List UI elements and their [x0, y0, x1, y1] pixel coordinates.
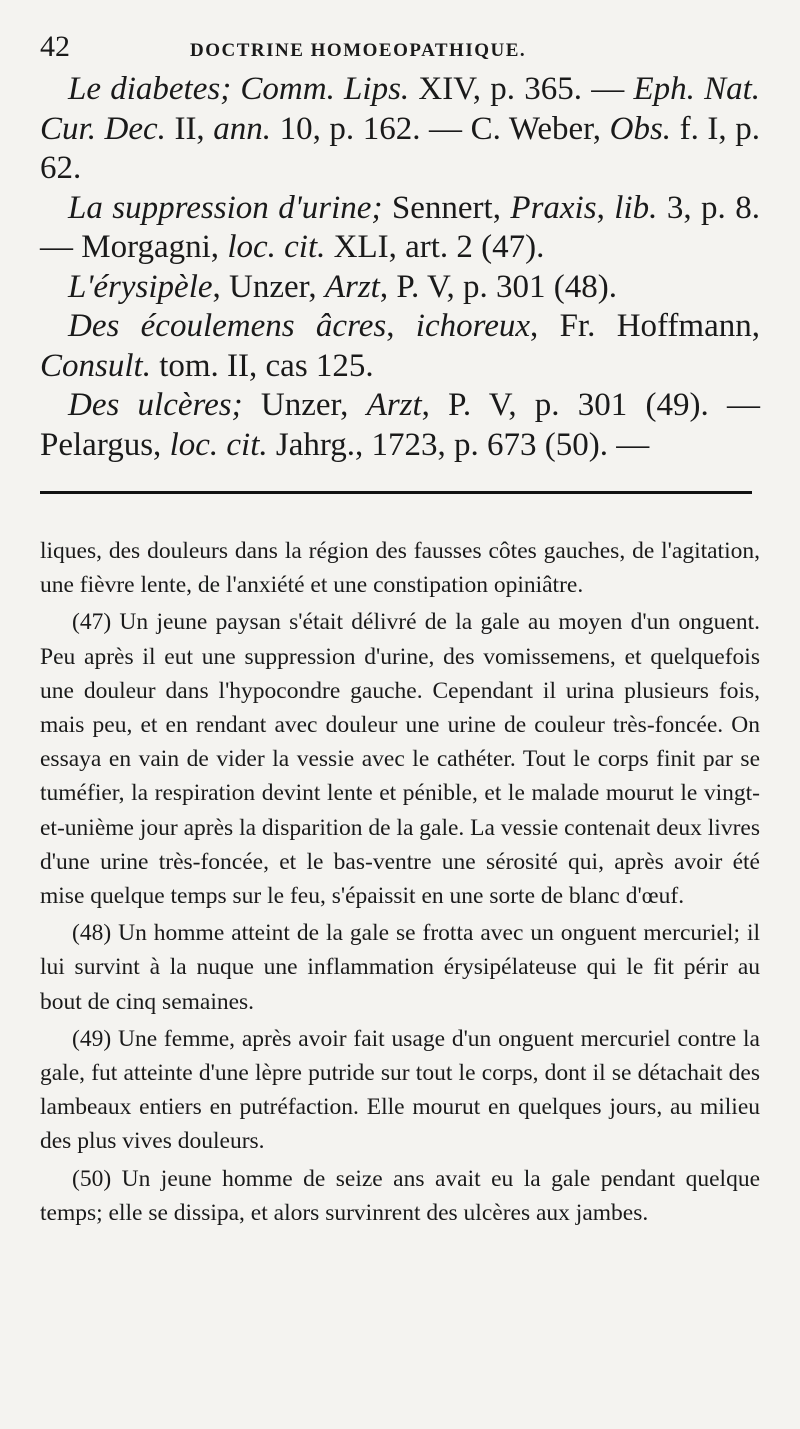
text-segment: II, — [165, 110, 214, 147]
italic-segment: Arzt — [324, 268, 380, 305]
text-segment: XIV, p. 365. — — [409, 71, 634, 107]
running-head — [40, 30, 760, 70]
text-segment: 10, p. 162. — C. Weber, — [271, 110, 610, 147]
italic-segment: lib. — [614, 189, 658, 226]
text-segment: , Fr. Hoffmann, — [530, 308, 760, 344]
text-segment: tom. II, cas 125. — [150, 347, 374, 384]
text-segment: Unzer, — [242, 387, 367, 423]
footnotes — [40, 534, 760, 1230]
text-segment: , — [596, 189, 615, 226]
main-paragraph — [40, 268, 760, 308]
italic-segment: Le diabetes; Comm. Lips. — [68, 71, 410, 107]
main-paragraph — [40, 189, 760, 268]
footnote-49: (49) Une femme, après avoir fait usage d'un onguent mercuriel contre la gale, fut atteinte d'une lèpre putride sur tout le corps, dont il se détachait des lambeaux entiers en putréfaction. Elle mourut en quelques jours, au milieu des plus vives douleurs. — [40, 1025, 760, 1155]
main-paragraph — [40, 70, 760, 189]
italic-segment: Des ulcères; — [68, 387, 243, 423]
main-paragraph — [40, 307, 760, 386]
text-segment: Jahrg., 1723, p. 673 (50). — — [267, 426, 650, 463]
footnote-divider — [40, 491, 752, 494]
text-segment: Sennert, — [382, 189, 511, 226]
italic-segment: ichoreux — [415, 308, 531, 344]
italic-segment: Obs. — [609, 110, 672, 147]
footnote-48: (48) Un homme atteint de la gale se frotta avec un onguent mercuriel; il lui survint à la nuque une inflammation érysipélateuse qui le fit périr au bout de cinq semaines. — [40, 920, 760, 1015]
text-segment: , — [386, 308, 416, 344]
italic-segment: Praxis — [510, 189, 597, 226]
main-text — [40, 70, 760, 465]
main-paragraph — [40, 386, 760, 465]
running-title: DOCTRINE HOMOEOPATHIQUE. — [190, 40, 527, 61]
italic-segment: loc. cit. — [169, 426, 268, 463]
italic-segment: L'érysipèle — [68, 268, 213, 305]
italic-segment: Arzt — [366, 387, 422, 423]
text-segment: XLI, art. 2 (47). — [325, 229, 545, 265]
italic-segment: La suppression d'urine; — [68, 189, 383, 226]
italic-segment: Eph. Nat. Cur. Dec. — [40, 71, 760, 147]
italic-segment: loc. cit. — [227, 229, 326, 265]
text-segment: , Unzer, — [212, 268, 325, 305]
footnote-continuation: liques, des douleurs dans la région des fausses côtes gauches, de l'agitation, une fièvre lente, de l'anxiété et une constipation opiniâtre. — [40, 538, 760, 599]
footnote-50: (50) Un jeune homme de seize ans avait eu la gale pendant quelque temps; elle se dissipa, et alors survinrent des ulcères aux jambes. — [40, 1165, 760, 1226]
text-segment: 3, p. 8. — Morgagni, — [40, 189, 761, 265]
footnote-47: (47) Un jeune paysan s'était délivré de la gale au moyen d'un onguent. Peu après il eut une suppression d'urine, des vomissemens, et quelquefois une douleur dans l'hypocondre gauche. Cependant il urina plusieurs fois, mais peu, et en rendant avec douleur une urine de couleur très-foncée. On essaya en vain de vider la vessie avec le cathéter. Tout le corps finit par se tuméfier, la respiration devint lente et pénible, et le malade mourut le vingt-et-unième jour après la disparition de la gale. La vessie contenait deux livres d'une urine très-foncée, et le bas-ventre une sérosité qui, après avoir été mise quelque temps sur le feu, s'épaissit en une sorte de blanc d'œuf. — [40, 609, 760, 910]
page-number: 42 — [40, 30, 70, 63]
italic-segment: Consult. — [40, 347, 151, 384]
italic-segment: Des écoulemens âcres — [68, 308, 387, 344]
text-segment: f. I, p. 62. — [40, 110, 760, 186]
italic-segment: ann. — [213, 110, 272, 147]
text-segment: , P. V, p. 301 (49). — Pelargus, — [40, 387, 761, 463]
text-segment: , P. V, p. 301 (48). — [379, 268, 617, 305]
